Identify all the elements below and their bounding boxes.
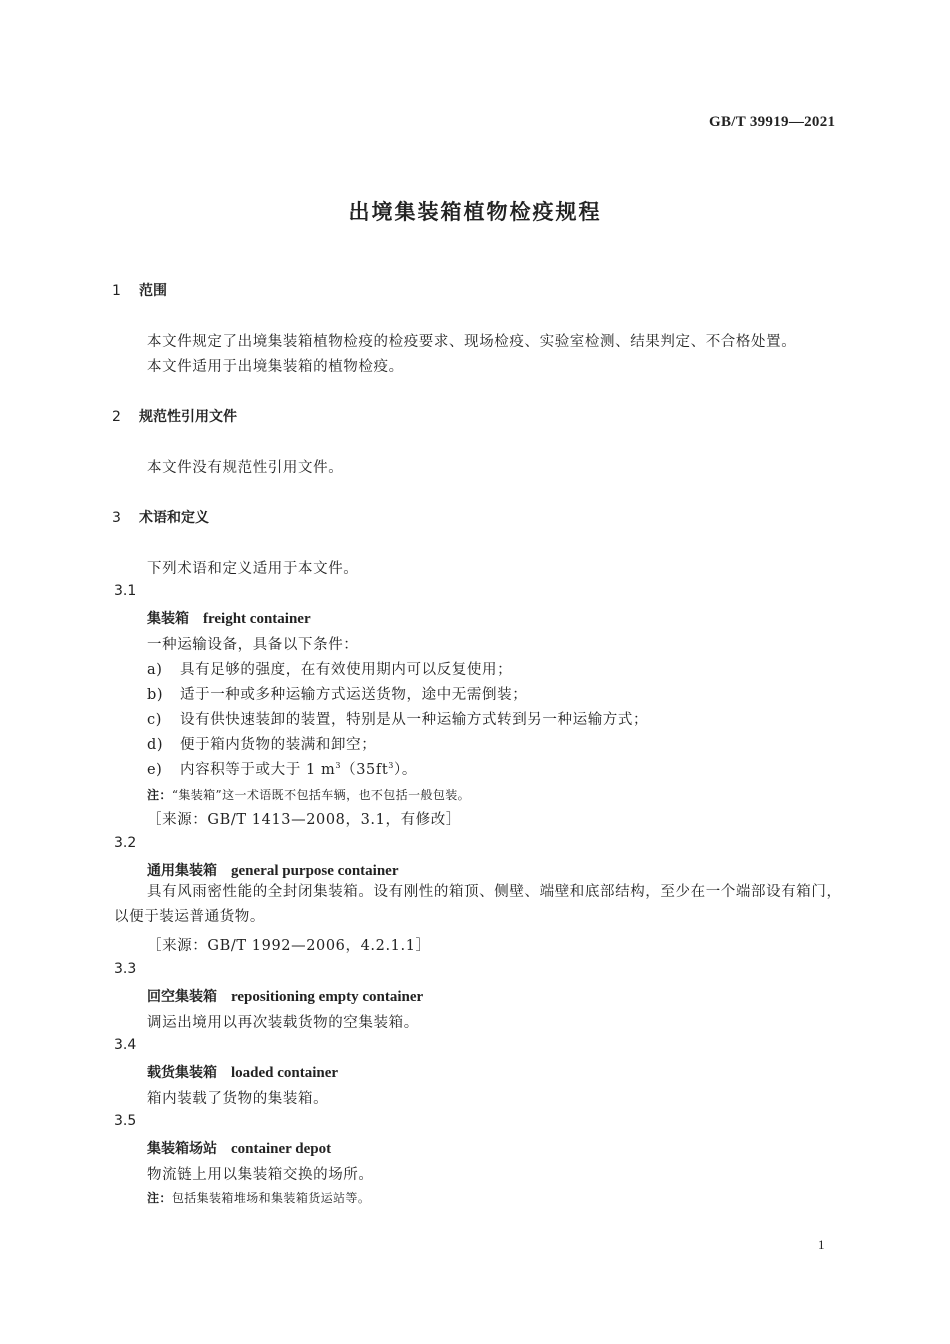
- term-zh: 集装箱场站: [147, 1141, 217, 1157]
- section-title: 术语和定义: [139, 510, 209, 526]
- term-zh: 通用集装箱: [147, 863, 217, 879]
- section-title: 规范性引用文件: [139, 409, 237, 425]
- term-number: 3.2: [114, 835, 137, 851]
- paragraph: 本文件规定了出境集装箱植物检疫的检疫要求、现场检疫、实验室检测、结果判定、不合格处置。: [147, 334, 797, 350]
- paragraph: 本文件适用于出境集装箱的植物检疫。: [147, 359, 404, 375]
- term-definition: 一种运输设备，具备以下条件：: [147, 637, 359, 653]
- term-en: freight container: [203, 611, 311, 627]
- term-zh: 集装箱: [147, 611, 189, 627]
- note: [147, 1189, 370, 1206]
- paragraph: 本文件没有规范性引用文件。: [147, 460, 344, 476]
- note-label: 注：: [147, 1191, 172, 1205]
- list-item: [147, 758, 417, 779]
- term-definition: 箱内装载了货物的集装箱。: [147, 1091, 329, 1107]
- term-heading: [147, 860, 398, 880]
- term-definition: 具有风雨密性能的全封闭集装箱。设有刚性的箱顶、侧壁、端壁和底部结构，至少在一个端部设有箱门，以便于装运普通货物。: [114, 884, 842, 925]
- section-number: 1: [112, 283, 121, 299]
- term-definition: 调运出境用以再次装载货物的空集装箱。: [147, 1015, 419, 1031]
- term-number: 3.3: [114, 961, 137, 977]
- section-heading-2: [112, 406, 237, 426]
- section-heading-1: [112, 280, 167, 300]
- note-text: 包括集装箱堆场和集装箱货运站等。: [171, 1191, 371, 1205]
- list-marker: c): [147, 712, 162, 728]
- term-number: 3.5: [114, 1113, 137, 1129]
- list-marker: d): [147, 737, 164, 753]
- term-en: container depot: [231, 1141, 332, 1157]
- list-text: 适于一种或多种运输方式运送货物，途中无需倒装；: [180, 687, 528, 703]
- list-text: 内容积等于或大于 1 $m^3(35ft^3)$。: [180, 761, 417, 778]
- list-item: [147, 658, 512, 679]
- paragraph: 下列术语和定义适用于本文件。: [147, 561, 359, 577]
- section-heading-3: [112, 507, 209, 527]
- term-zh: 回空集装箱: [147, 989, 217, 1005]
- page-number: 1: [818, 1237, 825, 1252]
- term-number: 3.1: [114, 583, 137, 599]
- term-en: loaded container: [231, 1065, 339, 1081]
- document-title: 出境集装箱植物检疫规程: [348, 200, 602, 224]
- term-heading: [147, 1138, 331, 1158]
- source-citation: ［来源：GB/T 1413—2008，3.1，有修改］: [147, 812, 461, 828]
- term-number: 3.4: [114, 1037, 137, 1053]
- term-zh: 载货集装箱: [147, 1065, 217, 1081]
- note-label: 注：: [147, 788, 172, 802]
- list-text: 具有足够的强度，在有效使用期内可以反复使用；: [180, 662, 513, 678]
- list-marker: a): [147, 662, 163, 678]
- note-text: “集装箱”这一术语既不包括车辆，也不包括一般包装。: [171, 788, 471, 802]
- list-text: 便于箱内货物的装满和卸空；: [180, 737, 377, 753]
- list-marker: b): [147, 687, 164, 703]
- term-heading: [147, 986, 423, 1006]
- list-item: [147, 683, 527, 704]
- list-text: 设有供快速装卸的装置，特别是从一种运输方式转到另一种运输方式；: [180, 712, 649, 728]
- list-marker: e): [147, 762, 163, 778]
- term-en: general purpose container: [231, 863, 399, 879]
- list-item: [147, 733, 376, 754]
- term-en: repositioning empty container: [231, 989, 424, 1005]
- term-heading: [147, 608, 311, 628]
- section-number: 2: [112, 409, 121, 425]
- term-definition: 物流链上用以集装箱交换的场所。: [147, 1167, 374, 1183]
- list-item: [147, 708, 648, 729]
- term-heading: [147, 1062, 338, 1082]
- section-title: 范围: [139, 283, 167, 299]
- source-citation: ［来源：GB/T 1992—2006，4.2.1.1］: [147, 938, 431, 954]
- section-number: 3: [112, 510, 121, 526]
- note: [147, 786, 470, 803]
- standard-number: GB/T 39919—2021: [709, 114, 836, 130]
